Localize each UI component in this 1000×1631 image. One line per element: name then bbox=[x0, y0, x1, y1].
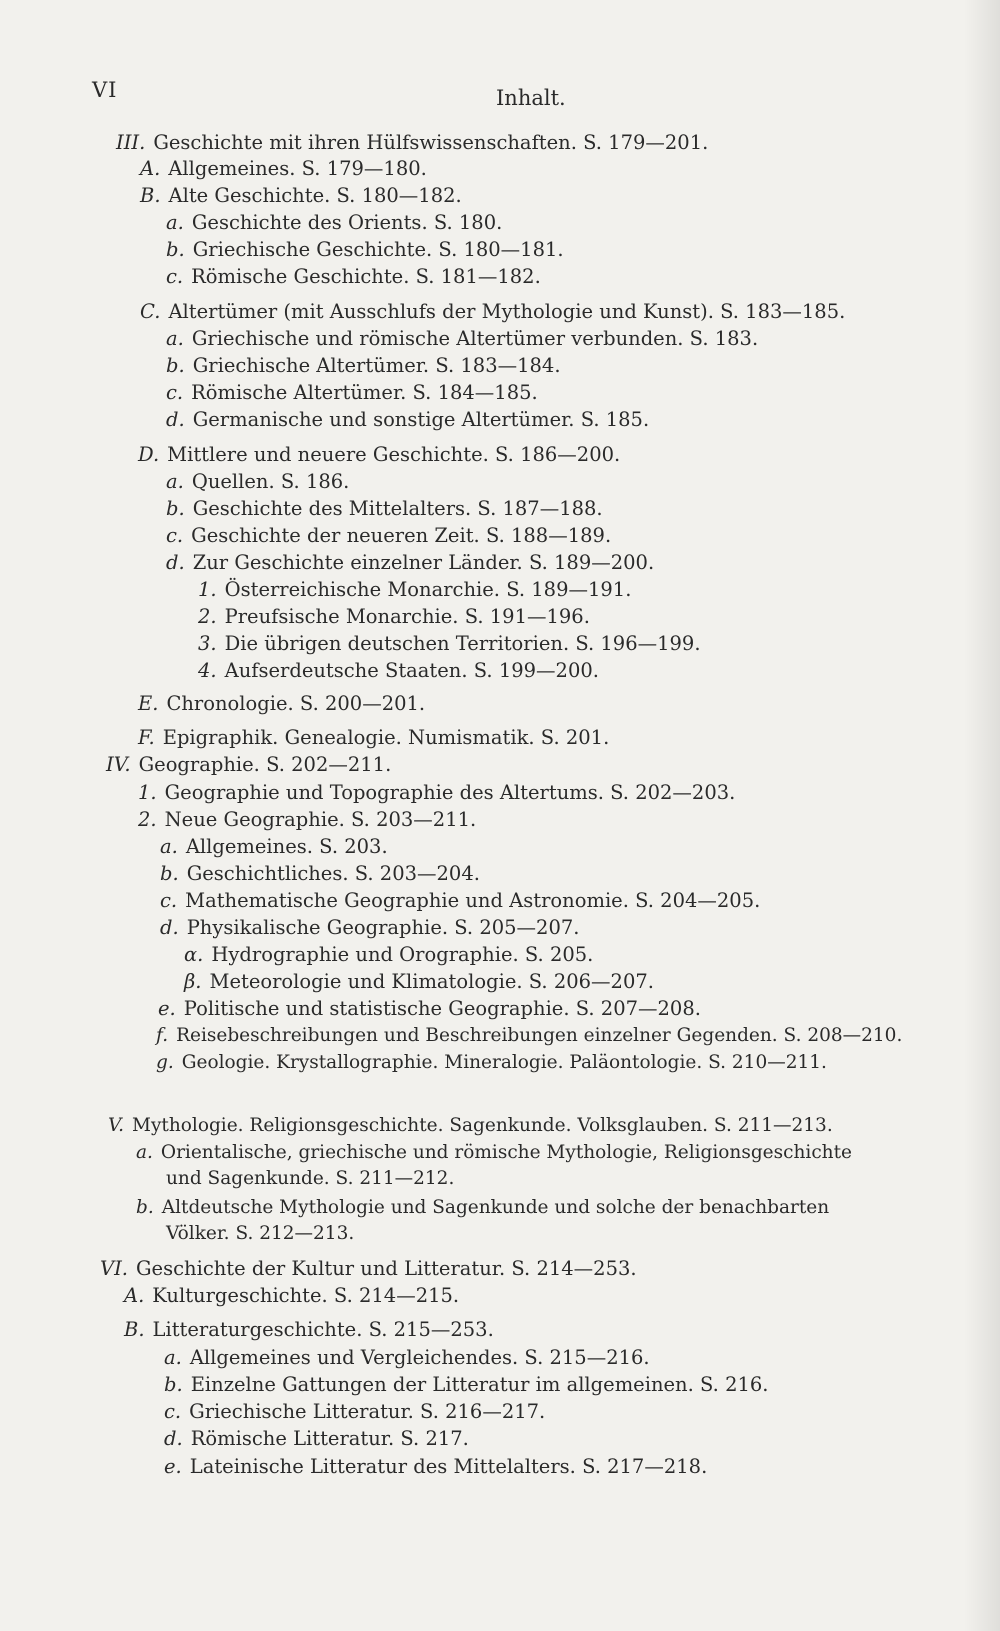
toc-label: B. bbox=[140, 184, 161, 207]
toc-text: Die übrigen deutschen Territorien. S. 196—199. bbox=[224, 632, 701, 655]
toc-entry bbox=[116, 131, 708, 155]
toc-text: Geschichte des Orients. S. 180. bbox=[191, 211, 503, 234]
toc-text: Litteraturgeschichte. S. 215—253. bbox=[152, 1318, 494, 1341]
toc-label: B. bbox=[124, 1318, 145, 1341]
toc-entry bbox=[166, 381, 538, 405]
toc-text: Römische Litteratur. S. 217. bbox=[190, 1427, 469, 1450]
toc-entry bbox=[166, 265, 541, 289]
toc-entry bbox=[166, 238, 564, 262]
toc-text: Geographie. S. 202—211. bbox=[138, 753, 392, 776]
toc-entry bbox=[164, 1373, 769, 1397]
toc-text: Völker. S. 212—213. bbox=[166, 1223, 355, 1244]
toc-entry bbox=[138, 726, 609, 750]
toc-text: Physikalische Geographie. S. 205—207. bbox=[186, 916, 580, 939]
toc-label: a. bbox=[166, 211, 184, 234]
toc-text: Preufsische Monarchie. S. 191—196. bbox=[224, 605, 590, 628]
running-header: Inhalt. bbox=[496, 86, 566, 110]
toc-text: Mathematische Geographie und Astronomie. S. 204—205. bbox=[185, 889, 761, 912]
toc-label: d. bbox=[166, 408, 185, 431]
toc-entry bbox=[160, 916, 579, 940]
toc-label: e. bbox=[158, 997, 176, 1020]
toc-label: D. bbox=[138, 443, 160, 466]
toc-entry bbox=[108, 1114, 833, 1138]
toc-entry bbox=[164, 1346, 650, 1370]
toc-text: Meteorologie und Klimatologie. S. 206—207. bbox=[209, 970, 654, 993]
toc-label: C. bbox=[140, 300, 161, 323]
toc-label: d. bbox=[160, 916, 179, 939]
toc-entry-continuation bbox=[166, 1222, 354, 1246]
toc-entry-continuation bbox=[166, 1167, 454, 1191]
toc-label: c. bbox=[166, 381, 184, 404]
toc-label: V. bbox=[108, 1115, 125, 1136]
toc-label: c. bbox=[160, 889, 178, 912]
toc-text: Geologie. Krystallographie. Mineralogie. Paläontologie. S. 210—211. bbox=[181, 1052, 827, 1073]
toc-entry bbox=[160, 835, 388, 859]
toc-label: a. bbox=[164, 1346, 182, 1369]
toc-entry bbox=[164, 1455, 707, 1479]
toc-entry bbox=[160, 889, 760, 913]
toc-text: Geschichte des Mittelalters. S. 187—188. bbox=[192, 497, 603, 520]
toc-text: Griechische Litteratur. S. 216—217. bbox=[189, 1400, 546, 1423]
toc-entry bbox=[100, 1257, 637, 1281]
page-number: VI bbox=[92, 78, 118, 102]
toc-text: Griechische Geschichte. S. 180—181. bbox=[192, 238, 564, 261]
toc-label: c. bbox=[166, 265, 184, 288]
toc-text: Allgemeines. S. 179—180. bbox=[168, 157, 427, 180]
toc-entry bbox=[138, 808, 476, 832]
toc-text: Österreichische Monarchie. S. 189—191. bbox=[224, 578, 632, 601]
toc-text: Mythologie. Religionsgeschichte. Sagenkunde. Volksglauben. S. 211—213. bbox=[132, 1115, 833, 1136]
toc-entry bbox=[184, 970, 654, 994]
toc-text: Germanische und sonstige Altertümer. S. 185. bbox=[192, 408, 650, 431]
toc-entry bbox=[156, 1024, 902, 1048]
toc-entry bbox=[138, 443, 620, 467]
toc-label: d. bbox=[164, 1427, 183, 1450]
toc-label: a. bbox=[166, 327, 184, 350]
toc-label: d. bbox=[166, 551, 185, 574]
toc-text: Orientalische, griechische und römische Mythologie, Religionsgeschichte bbox=[160, 1142, 852, 1163]
toc-text: Römische Altertümer. S. 184—185. bbox=[191, 381, 538, 404]
toc-entry bbox=[166, 408, 649, 432]
toc-entry bbox=[140, 184, 462, 208]
toc-entry bbox=[166, 211, 502, 235]
toc-label: a. bbox=[166, 470, 184, 493]
toc-entry bbox=[124, 1318, 494, 1342]
toc-text: Allgemeines. S. 203. bbox=[185, 835, 388, 858]
toc-text: Griechische Altertümer. S. 183—184. bbox=[192, 354, 561, 377]
toc-label: A. bbox=[140, 157, 161, 180]
toc-text: Geschichte der Kultur und Litteratur. S. 214—253. bbox=[135, 1257, 637, 1280]
toc-label: a. bbox=[160, 835, 178, 858]
toc-entry bbox=[160, 862, 480, 886]
toc-text: und Sagenkunde. S. 211—212. bbox=[166, 1168, 455, 1189]
toc-label: β. bbox=[184, 970, 202, 993]
toc-text: Geographie und Topographie des Altertums. S. 202—203. bbox=[164, 781, 736, 804]
toc-entry bbox=[136, 1141, 952, 1165]
toc-entry bbox=[198, 605, 590, 629]
toc-text: Geschichte mit ihren Hülfswissenschaften. S. 179—201. bbox=[153, 131, 709, 154]
toc-text: Quellen. S. 186. bbox=[191, 470, 350, 493]
toc-entry bbox=[166, 524, 611, 548]
toc-entry bbox=[156, 1051, 827, 1075]
toc-label: g. bbox=[156, 1052, 174, 1073]
toc-entry bbox=[140, 300, 845, 324]
toc-entry bbox=[138, 781, 735, 805]
toc-text: Reisebeschreibungen und Beschreibungen einzelner Gegenden. S. 208—210. bbox=[176, 1025, 903, 1046]
toc-text: Geschichtliches. S. 203—204. bbox=[186, 862, 480, 885]
toc-label: 2. bbox=[138, 808, 157, 831]
toc-text: Neue Geographie. S. 203—211. bbox=[164, 808, 477, 831]
toc-text: Lateinische Litteratur des Mittelalters. S. 217—218. bbox=[189, 1455, 708, 1478]
toc-text: Allgemeines und Vergleichendes. S. 215—216. bbox=[189, 1346, 650, 1369]
toc-entry bbox=[166, 470, 349, 494]
page-edge-shadow bbox=[964, 0, 1000, 1631]
toc-entry bbox=[106, 753, 391, 777]
toc-label: b. bbox=[136, 1197, 154, 1218]
toc-entry bbox=[166, 497, 603, 521]
toc-label: c. bbox=[166, 524, 184, 547]
toc-entry bbox=[198, 578, 631, 602]
toc-label: VI. bbox=[100, 1257, 128, 1280]
toc-label: 1. bbox=[198, 578, 217, 601]
toc-entry bbox=[140, 157, 427, 181]
toc-label: e. bbox=[164, 1455, 182, 1478]
toc-text: Geschichte der neueren Zeit. S. 188—189. bbox=[191, 524, 612, 547]
toc-label: b. bbox=[164, 1373, 183, 1396]
toc-entry bbox=[184, 943, 593, 967]
toc-label: b. bbox=[166, 354, 185, 377]
toc-label: α. bbox=[184, 943, 204, 966]
toc-text: Altdeutsche Mythologie und Sagenkunde und solche der benachbarten bbox=[161, 1197, 830, 1218]
toc-label: 2. bbox=[198, 605, 217, 628]
toc-entry bbox=[164, 1400, 545, 1424]
toc-entry bbox=[124, 1284, 459, 1308]
toc-text: Alte Geschichte. S. 180—182. bbox=[168, 184, 462, 207]
toc-label: f. bbox=[156, 1025, 169, 1046]
toc-text: Zur Geschichte einzelner Länder. S. 189—200. bbox=[192, 551, 655, 574]
toc-entry bbox=[198, 632, 701, 656]
toc-label: 1. bbox=[138, 781, 157, 804]
toc-text: Römische Geschichte. S. 181—182. bbox=[191, 265, 541, 288]
toc-label: A. bbox=[124, 1284, 145, 1307]
toc-entry bbox=[136, 1196, 829, 1220]
toc-label: b. bbox=[166, 497, 185, 520]
toc-entry bbox=[158, 997, 701, 1021]
toc-text: Mittlere und neuere Geschichte. S. 186—200. bbox=[167, 443, 621, 466]
toc-entry bbox=[198, 659, 599, 683]
toc-label: 3. bbox=[198, 632, 217, 655]
toc-text: Altertümer (mit Ausschlufs der Mythologie und Kunst). S. 183—185. bbox=[168, 300, 846, 323]
toc-label: a. bbox=[136, 1142, 153, 1163]
toc-entry bbox=[138, 692, 425, 716]
toc-entry bbox=[166, 354, 561, 378]
toc-label: b. bbox=[160, 862, 179, 885]
toc-text: Chronologie. S. 200—201. bbox=[166, 692, 426, 715]
toc-label: F. bbox=[138, 726, 155, 749]
toc-entry bbox=[166, 327, 758, 351]
toc-label: III. bbox=[116, 131, 146, 154]
toc-text: Politische und statistische Geographie. S. 207—208. bbox=[183, 997, 701, 1020]
toc-text: Griechische und römische Altertümer verbunden. S. 183. bbox=[191, 327, 759, 350]
toc-text: Hydrographie und Orographie. S. 205. bbox=[211, 943, 594, 966]
toc-label: 4. bbox=[198, 659, 217, 682]
toc-text: Kulturgeschichte. S. 214—215. bbox=[152, 1284, 460, 1307]
toc-label: E. bbox=[138, 692, 159, 715]
toc-label: IV. bbox=[106, 753, 131, 776]
toc-label: b. bbox=[166, 238, 185, 261]
toc-text: Aufserdeutsche Staaten. S. 199—200. bbox=[224, 659, 599, 682]
toc-label: c. bbox=[164, 1400, 182, 1423]
toc-entry bbox=[166, 551, 654, 575]
toc-entry bbox=[164, 1427, 469, 1451]
toc-text: Epigraphik. Genealogie. Numismatik. S. 201. bbox=[162, 726, 610, 749]
toc-text: Einzelne Gattungen der Litteratur im allgemeinen. S. 216. bbox=[190, 1373, 769, 1396]
